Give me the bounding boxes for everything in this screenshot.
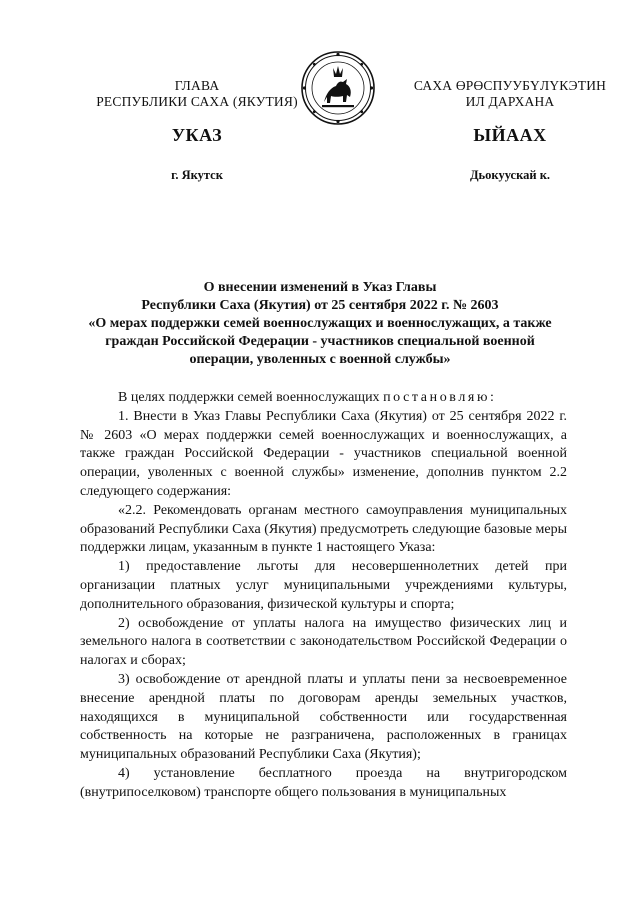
- intro-decree-word: постановляю:: [383, 390, 497, 405]
- sakha-republic-coat-of-arms-icon: [300, 50, 376, 126]
- paragraph-1: 1. Внести в Указ Главы Республики Саха (Якутия) от 25 сентября 2022 г. № 2603 «О мерах поддержки семей военнослужащих и военнослужащих, а также граждан Российской Федерации - участников специальной военной операции, уволенных с военной службы» изменение, дополнив пунктом 2.2 следующего содержания:: [80, 408, 567, 499]
- list-item-2: 2) освобождение от уплаты налога на имущество физических лиц и земельного налога в соответствии с законодательством Российской Федерации о налогах и сборах;: [80, 615, 567, 669]
- title-line-2: Республики Саха (Якутия) от 25 сентября 2022 г. № 2603: [141, 298, 499, 313]
- doc-type-ru: УКАЗ: [171, 125, 223, 145]
- list-item-4: 4) установление бесплатного проезда на внутригородском (внутрипоселковом) транспорте общего пользования в муниципальных: [80, 765, 567, 800]
- doc-type-sakha: ЫЙААХ: [473, 125, 547, 145]
- title-line-5: операции, уволенных с военной службы»: [189, 352, 451, 367]
- paragraph-2: «2.2. Рекомендовать органам местного самоуправления муниципальных образований Республики Саха (Якутия) предусмотреть следующие базовые меры поддержки лицам, указанным в пункте 1 настоящего Указа:: [80, 502, 567, 556]
- header-right-line1: САХА ӨРӨСПУУБҮЛҮКЭТИН: [413, 78, 607, 93]
- city-sakha: Дьокуускай к.: [469, 168, 551, 182]
- title-line-4: граждан Российской Федерации - участников специальной военной: [105, 334, 535, 349]
- header-left-line2: РЕСПУБЛИКИ САХА (ЯКУТИЯ): [96, 94, 298, 109]
- document-body: [80, 389, 567, 803]
- header-right-line2: ИЛ ДАРХАНА: [465, 94, 555, 109]
- intro-paragraph: [80, 389, 567, 408]
- title-line-1: О внесении изменений в Указ Главы: [203, 280, 437, 295]
- list-item-3: 3) освобождение от арендной платы и уплаты пени за несвоевременное внесение арендной платы по договорам аренды земельных участков, находящихся в муниципальной собственности или государственная собственность на которые не разграничена, расположенных в границах муниципальных образований Республики Саха (Якутия);: [80, 671, 567, 763]
- list-item-1: 1) предоставление льготы для несовершеннолетних детей при организации платных услуг муниципальными учреждениями культуры, дополнительного образования, физической культуры и спорта;: [80, 559, 567, 612]
- header-left-line1: ГЛАВА: [174, 78, 220, 93]
- header-left: [82, 78, 312, 110]
- title-line-3: «О мерах поддержки семей военнослужащих и военнослужащих, а также: [88, 316, 552, 331]
- document-title: [80, 279, 560, 369]
- intro-text: В целях поддержки семей военнослужащих: [118, 390, 384, 405]
- header-right: [395, 78, 625, 110]
- city-ru: г. Якутск: [171, 168, 223, 182]
